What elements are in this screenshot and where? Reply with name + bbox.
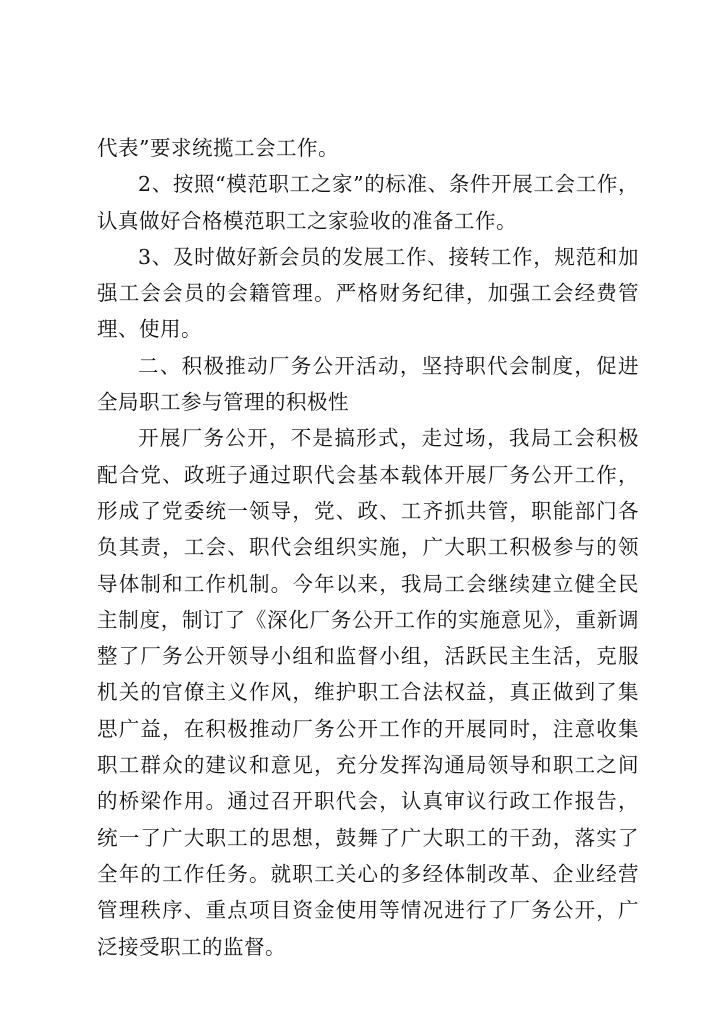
paragraph-item-2: 2、按照“模范职工之家”的标准、条件开展工会工作，认真做好合格模范职工之家验收的准备工作。 — [97, 172, 639, 233]
paragraph-item-3: 3、及时做好新会员的发展工作、接转工作，规范和加强工会会员的会籍管理。严格财务纪律，加强工会经费管理、使用。 — [97, 244, 639, 342]
section-heading-2: 二、积极推动厂务公开活动，坚持职代会制度，促进全局职工参与管理的积极性 — [97, 353, 639, 415]
paragraph-continuation: 代表”要求统揽工会工作。 — [97, 136, 339, 160]
document-body — [97, 130, 639, 965]
paragraph-body: 开展厂务公开，不是搞形式，走过场，我局工会积极配合党、政班子通过职代会基本载体开展厂务公开工作，形成了党委统一领导，党、政、工齐抓共管，职能部门各负其责，工会、职代会组织实施，广大职工积极参与的领导体制和工作机制。今年以来，我局工会继续建立健全民主制度，制订了《深化厂务公开工作的实施意见》，重新调整了厂务公开领导小组和监督小组，活跃民主生活，克服机关的官僚主义作风，维护职工合法权益，真正做到了集思广益，在积极推动厂务公开工作的开展同时，注意收集职工群众的建议和意见，充分发挥沟通局领导和职工之间的桥梁作用。通过召开职代会，认真审议行政工作报告，统一了广大职工的思想，鼓舞了广大职工的干劲，落实了全年的工作任务。就职工关心的多经体制改革、企业经营管理秩序、重点项目资金使用等情况进行了厂务公开，广泛接受职工的监督。 — [97, 426, 639, 959]
